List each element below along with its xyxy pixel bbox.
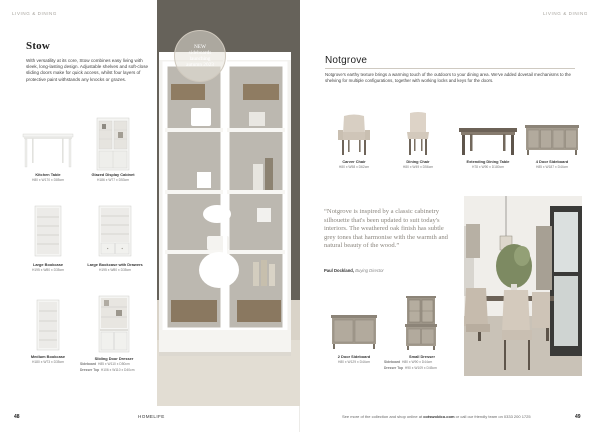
large-bookcase-name: Large Bookcase xyxy=(32,262,64,267)
four-door-sideboard-name: 4 Door Sideboard xyxy=(535,159,569,164)
footer-cta-suffix: or call our friendly team on 0333 200 1725 xyxy=(455,414,531,419)
small-dresser-top-label: Dresser Top xyxy=(384,366,403,370)
two-door-sideboard-dims: H80 x W129 x D44cm xyxy=(337,360,371,364)
small-dresser-image xyxy=(404,296,438,350)
page-number-left: 48 xyxy=(14,414,20,420)
running-head-left: LIVING & DINING xyxy=(12,11,58,16)
notgrove-title: Notgrove xyxy=(325,55,368,66)
dining-chair-image xyxy=(404,112,432,156)
small-dresser-top-value: H90 x W109 x D45cm xyxy=(404,366,437,370)
large-bookcase-with-drawers-name: Large Bookcase with Drawers xyxy=(87,262,143,267)
notgrove-quote: “Notgrove is inspired by a classic cabinetry silhouette that's been updated to suit today's interiors. The weathered oak finish has subtle grey tones that harmonise with the warmth and natural beauty of the wood.” xyxy=(324,208,448,250)
carver-chair-name: Carver Chair xyxy=(342,159,366,164)
medium-bookcase-dims: H180 x W73 x D35cm xyxy=(31,360,65,364)
two-door-sideboard-image xyxy=(330,314,378,350)
dining-chair-dims: H80 x W49 x D56cm xyxy=(402,165,434,169)
small-dresser-dims-top xyxy=(384,366,464,370)
quote-author-name: Paul Dockland, xyxy=(324,268,355,273)
page-number-right: 49 xyxy=(575,414,581,420)
dresser-top-dims-value: H106 x W110 x D40cm xyxy=(100,368,135,372)
four-door-sideboard-dims: H85 x W187 x D44cm xyxy=(535,165,569,169)
footer-brand: HOMELIFE xyxy=(138,414,165,419)
large-bookcase-image xyxy=(34,206,62,256)
medium-bookcase-name: Medium Bookcase xyxy=(30,354,66,359)
extending-dining-table-image xyxy=(458,126,518,156)
sideboard-dims-value: H85 x W110 x D50cm xyxy=(97,362,130,366)
dining-chair-name: Dining Chair xyxy=(406,159,430,164)
badge-line-2: sideboards xyxy=(188,49,212,56)
notgrove-title-rule xyxy=(325,68,575,69)
sideboard-dims-label: Sideboard xyxy=(80,362,97,366)
large-bookcase-with-drawers-dims: H195 x W80 x D35cm xyxy=(98,268,132,272)
sliding-door-dresser-name: Sliding Door Dresser xyxy=(94,356,134,361)
four-door-sideboard-image xyxy=(524,124,580,156)
small-dresser-name: Small Dresser xyxy=(409,354,435,359)
small-dresser-sideboard-label: Sideboard xyxy=(384,360,401,364)
quote-attribution xyxy=(324,268,384,273)
stow-title: Stow xyxy=(26,40,51,52)
extending-dining-table-dims: H78 x W90 x D180cm xyxy=(471,165,505,169)
quote-author-role: Buying Director xyxy=(355,268,384,273)
footer-cta-prefix: See more of the collection and shop online at xyxy=(342,414,423,419)
notgrove-description: Notgrove's earthy texture brings a warming touch of the outdoors to your dining area. We've added dovetail mechanisms to the shelving for multiple configurations, together with working locks and keys for the doors. xyxy=(325,72,571,83)
sliding-door-dresser-image xyxy=(98,296,130,352)
footer-website-link[interactable]: cotswoldco.com xyxy=(423,414,455,419)
footer-cta xyxy=(342,414,531,419)
new-sideboards-badge xyxy=(174,30,226,82)
large-bookcase-dims: H195 x W80 x D35cm xyxy=(31,268,65,272)
glazed-display-cabinet-image xyxy=(96,118,130,170)
carver-chair-dims: H80 x W58 x D62cm xyxy=(338,165,370,169)
carver-chair-image xyxy=(336,114,372,156)
glazed-display-cabinet-dims: H186 x W77 x D53cm xyxy=(96,178,130,182)
large-bookcase-with-drawers-image xyxy=(98,206,132,256)
badge-line-1: NEW xyxy=(193,43,207,50)
badge-line-3: launching xyxy=(189,56,211,62)
two-door-sideboard-name: 2 Door Sideboard xyxy=(337,354,371,359)
kitchen-table-dims: H80 x W170 x D85cm xyxy=(31,178,65,182)
extending-dining-table-name: Extending Dining Table xyxy=(466,159,510,164)
running-head-right: LIVING & DINING xyxy=(542,11,588,16)
kitchen-table-image xyxy=(22,132,74,170)
dining-room-photo xyxy=(464,196,582,376)
small-dresser-dims-sideboard xyxy=(384,360,464,364)
badge-line-4: autumn 2023 xyxy=(186,62,214,69)
glazed-display-cabinet-name: Glazed Display Cabinet xyxy=(91,172,135,177)
small-dresser-sideboard-value: H80 x W90 x D44cm xyxy=(401,360,433,364)
dresser-top-dims-label: Dresser Top xyxy=(80,368,99,372)
kitchen-table-name: Kitchen Table xyxy=(35,172,61,177)
sliding-door-dresser-dims-sideboard xyxy=(80,362,150,366)
stow-description: With versatility at its core, Stow combines easy living with sleek, long-lasting design. Adjustable shelves and soft-close sliding doors make for quick access, whilst four layers of protective paint withstands any knocks or grazes. xyxy=(26,58,149,82)
sliding-door-dresser-dims-top xyxy=(80,368,150,372)
medium-bookcase-image xyxy=(36,300,60,350)
